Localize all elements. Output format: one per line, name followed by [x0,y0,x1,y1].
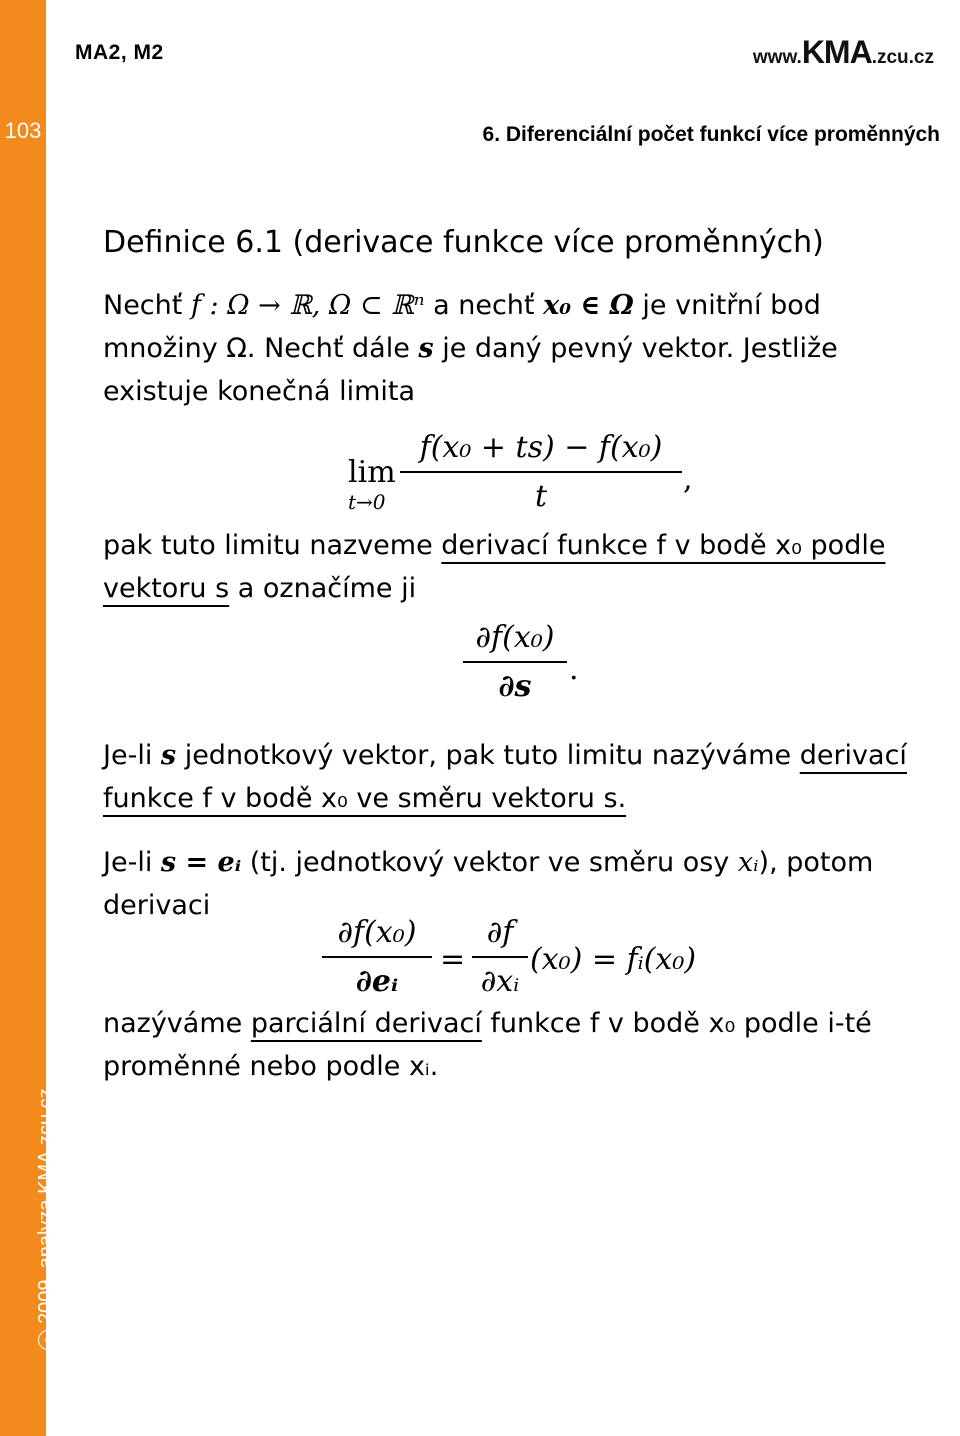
term-partial-derivative: parciální derivací [250,1008,482,1039]
partial-numerator: ∂f(x₀) [475,620,555,655]
limit-comma: , [683,462,693,497]
math-x0-in-omega: x₀ ∈ Ω [543,290,634,321]
limit-numerator: f(x₀ + ts) − f(x₀) [419,430,663,465]
eq-mid-denominator: ∂xᵢ [480,964,520,999]
fraction-bar [322,956,432,958]
eq-lhs-numerator: ∂f(x₀) [337,915,417,950]
definition-line-4 [103,530,885,561]
partial-fraction [463,620,567,704]
course-label: MA2, M2 [75,41,164,64]
eq-lhs-denominator: ∂eᵢ [355,964,399,999]
text-fragment: jednotkový vektor, pak tuto limitu nazýváme [176,740,800,771]
math-xi: xᵢ [737,847,759,878]
definition-line-8 [103,847,873,878]
text-fragment: Nechť [103,290,191,321]
limit-denominator: t [534,479,548,514]
text-fragment: pak tuto limitu nazveme [103,530,442,561]
text-fragment: a nechť [424,290,544,321]
logo-prefix: www. [752,47,802,68]
math-map: f : Ω → ℝ, Ω ⊂ ℝⁿ [190,290,425,321]
definition-line-2 [103,333,838,364]
fraction-bar [472,956,528,958]
definition-title: Definice 6.1 (derivace funkce více proměnných) [103,225,824,260]
page-number: 103 [4,118,42,143]
copyright-icon: c [38,1330,58,1350]
text-fragment: funkce f v bodě x₀ podle i-té [481,1008,872,1039]
site-logo[interactable] [753,34,934,71]
logo-main: KMA [801,34,872,70]
copyright-notice [35,1088,58,1350]
text-fragment: nazýváme [103,1008,251,1039]
text-fragment: a označíme ji [229,573,417,604]
fraction-bar [400,471,682,473]
copyright-text: 2009, analyza.KMA.zcu.cz [35,1088,57,1324]
definition-line-10 [103,1008,872,1039]
text-fragment: (tj. jednotkový vektor ve směru osy [241,847,738,878]
text-fragment: ), potom [758,847,874,878]
math-s-eq-ei: s = eᵢ [160,847,242,878]
definition-line-11: proměnné nebo podle xᵢ. [103,1051,439,1082]
definition-line-1 [103,290,821,321]
section-title: 6. Diferenciální počet funkcí více proměnných [482,123,940,146]
eq-mid-fraction [472,915,528,999]
definition-line-3: existuje konečná limita [103,376,416,407]
partial-denominator: ∂s [498,669,532,704]
limit-subscript: t→0 [348,490,386,514]
text-fragment: Je-li [103,740,161,771]
math-s: s [160,740,177,771]
limit-operator: lim [348,455,396,490]
limit-fraction [400,430,682,514]
text-fragment: je vnitřní bod [633,290,821,321]
sidebar-band [0,0,57,1436]
term-directional-derivative: derivací funkce f v bodě x₀ podle [441,530,886,561]
text-fragment: množiny Ω. Nechť dále [103,333,419,364]
term-derivative: derivací [799,740,907,771]
text-fragment: je daný pevný vektor. Jestliže [433,333,838,364]
term-vector-s: vektoru s [103,573,230,604]
definition-line-7 [103,783,626,814]
partial-dot: . [569,652,579,687]
fraction-bar [463,661,567,663]
definition-line-5 [103,573,416,604]
eq-mid-numerator: ∂f [486,915,514,950]
logo-suffix: .zcu.cz [871,47,934,68]
math-s: s [418,333,434,364]
definition-line-9: derivaci [103,890,211,921]
definition-line-6 [103,740,907,771]
text-fragment: Je-li [103,847,161,878]
eq-rhs: (x₀) = fᵢ(x₀) [530,942,697,977]
eq-equals: = [440,942,466,977]
term-direction-derivative: funkce f v bodě x₀ ve směru vektoru s. [103,783,627,814]
eq-lhs-fraction [322,915,432,999]
